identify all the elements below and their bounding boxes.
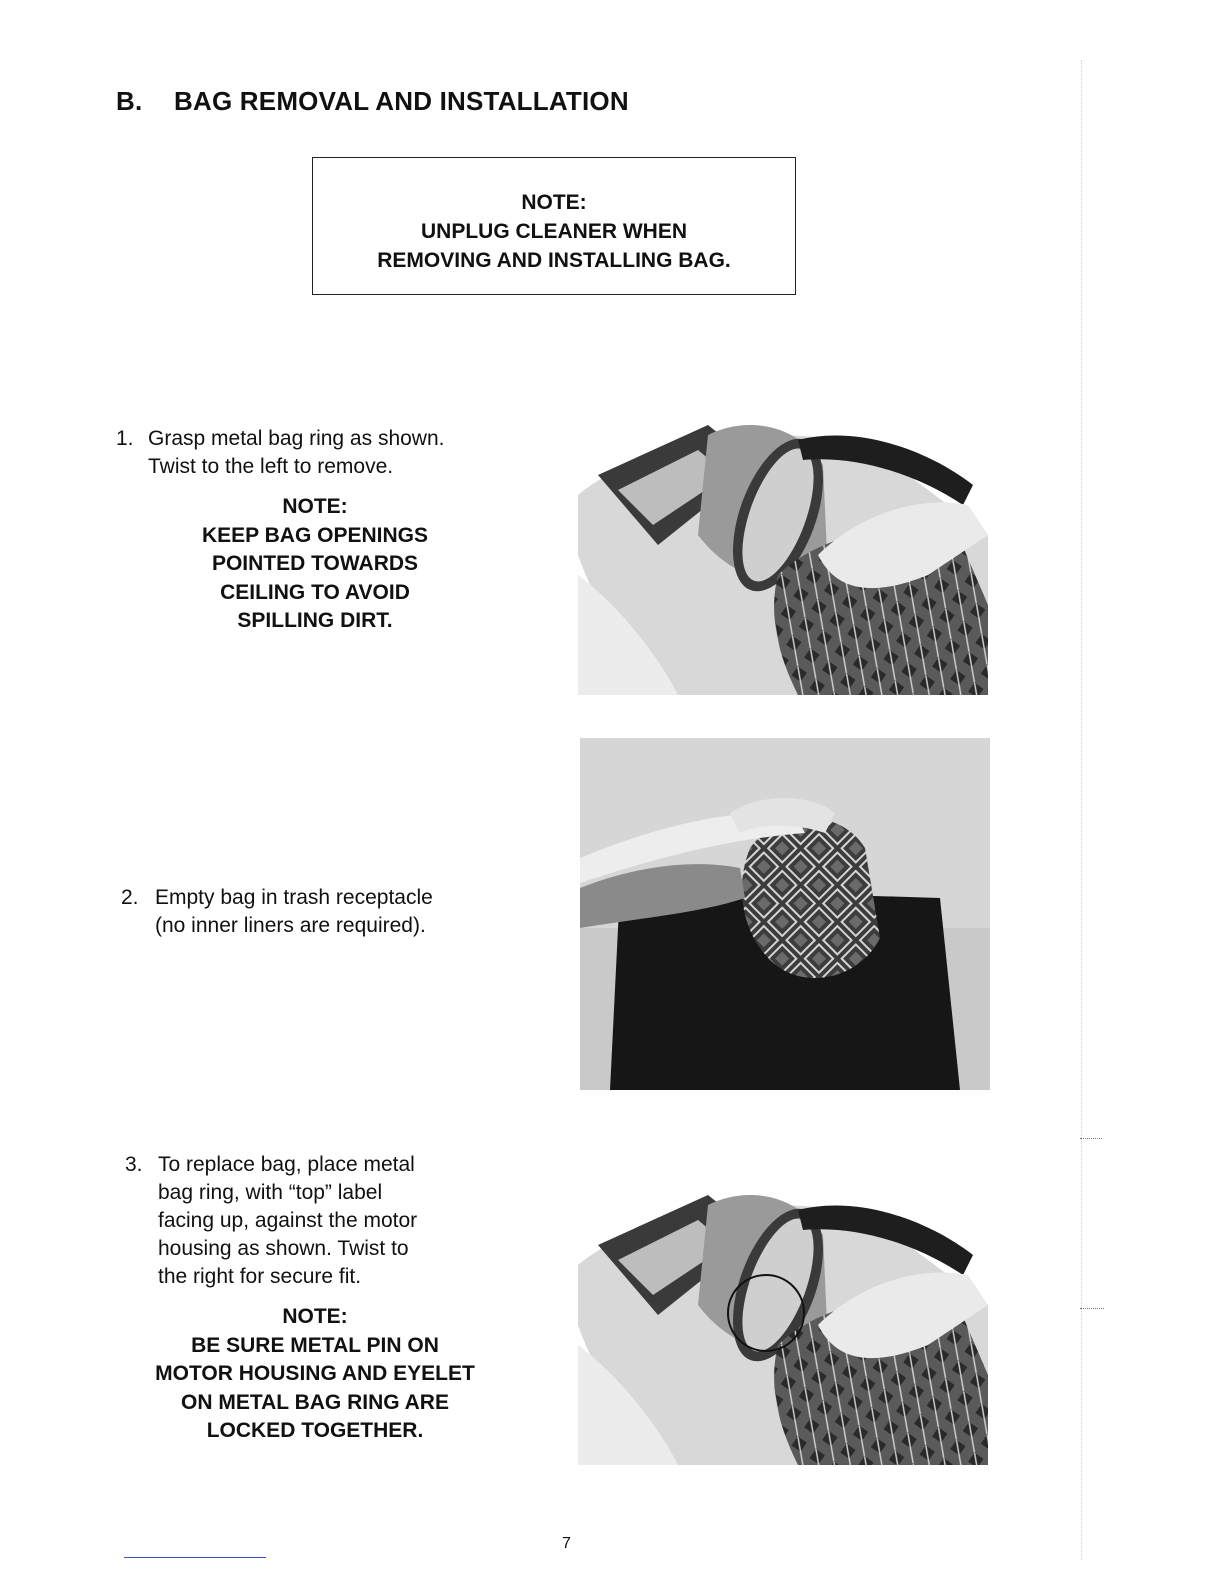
photo-grasp-bag-ring bbox=[578, 405, 993, 705]
step-3 bbox=[125, 1151, 525, 1296]
step-1 bbox=[116, 425, 536, 485]
note-box-line: UNPLUG CLEANER WHEN bbox=[421, 220, 687, 243]
step-text-line: the right for secure fit. bbox=[158, 1265, 362, 1288]
step-text-line: Twist to the left to remove. bbox=[148, 455, 394, 478]
step-text-line: (no inner liners are required). bbox=[155, 914, 426, 937]
note-line: SPILLING DIRT. bbox=[237, 609, 393, 632]
photo-install-bag-ring bbox=[578, 1175, 993, 1475]
note-box-line: REMOVING AND INSTALLING BAG. bbox=[377, 249, 731, 272]
note-box-label: NOTE: bbox=[521, 191, 587, 214]
scan-mark bbox=[1080, 1308, 1104, 1309]
unplug-note-box bbox=[312, 157, 796, 295]
note-line: KEEP BAG OPENINGS bbox=[202, 523, 428, 547]
scan-edge-line bbox=[1081, 60, 1082, 1560]
note-label: NOTE: bbox=[282, 495, 348, 518]
section-letter: B. bbox=[116, 86, 143, 116]
note-line: POINTED TOWARDS bbox=[211, 552, 419, 575]
bottom-rule bbox=[124, 1557, 266, 1558]
step-1-note bbox=[150, 493, 480, 636]
step-2 bbox=[121, 884, 541, 944]
page-number: 7 bbox=[562, 1535, 571, 1552]
step-text-line: housing as shown. Twist to bbox=[158, 1237, 409, 1260]
step-3-note bbox=[125, 1303, 505, 1446]
photo-empty-bag bbox=[580, 738, 990, 1090]
note-line: CEILING TO AVOID bbox=[220, 580, 410, 604]
step-number: 3. bbox=[125, 1153, 143, 1176]
step-text-line: bag ring, with “top” label bbox=[158, 1181, 383, 1204]
step-number: 2. bbox=[121, 886, 139, 909]
note-line: BE SURE METAL PIN ON bbox=[191, 1333, 439, 1357]
section-title: BAG REMOVAL AND INSTALLATION bbox=[174, 86, 629, 116]
note-line: MOTOR HOUSING AND EYELET bbox=[155, 1362, 475, 1385]
note-label: NOTE: bbox=[282, 1305, 348, 1328]
scan-mark bbox=[1080, 1138, 1102, 1139]
step-text-line: Empty bag in trash receptacle bbox=[155, 886, 433, 909]
step-number: 1. bbox=[116, 427, 134, 450]
note-line: ON METAL BAG RING ARE bbox=[181, 1390, 449, 1414]
step-text-line: facing up, against the motor bbox=[158, 1209, 418, 1232]
section-heading bbox=[116, 86, 629, 117]
step-text-line: To replace bag, place metal bbox=[158, 1153, 415, 1176]
note-line: LOCKED TOGETHER. bbox=[206, 1419, 424, 1442]
step-text-line: Grasp metal bag ring as shown. bbox=[148, 427, 445, 450]
